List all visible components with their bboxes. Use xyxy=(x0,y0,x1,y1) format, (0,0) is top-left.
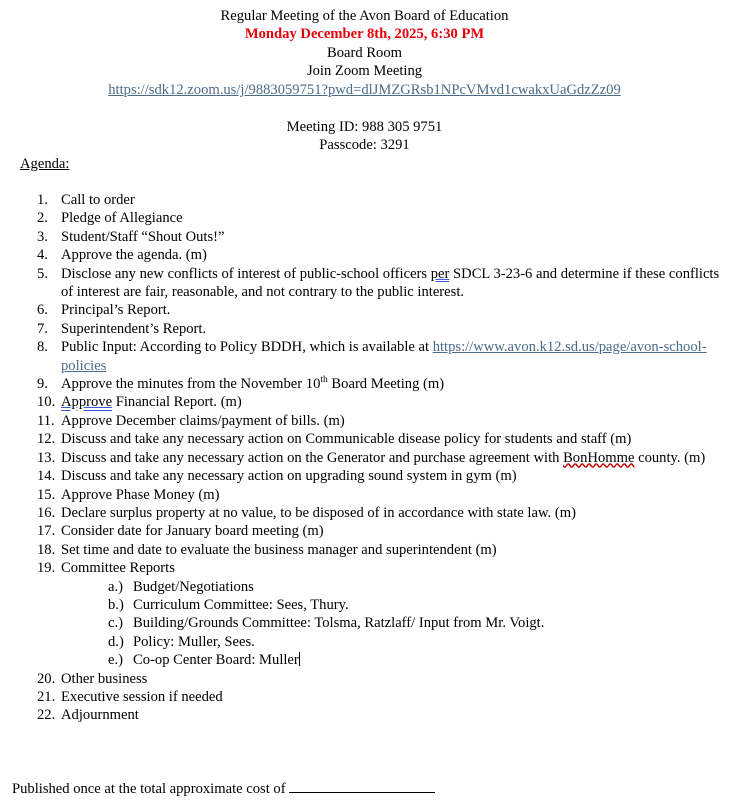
agenda-item xyxy=(0,209,729,227)
agenda-item-number: 13. xyxy=(37,449,56,466)
agenda-item-text: SDCL 3-23-6 and determine if these conflicts of interest are fair, reasonable, and not contrary to the public interest. xyxy=(61,265,720,301)
agenda-item-number: 18. xyxy=(37,541,56,558)
publication-footer xyxy=(12,780,435,798)
agenda-item-text: Set time and date to evaluate the business manager and superintendent (m) xyxy=(61,541,497,558)
agenda-item-number: 6. xyxy=(37,302,48,319)
agenda-item xyxy=(0,504,729,522)
agenda-item-number: 21. xyxy=(37,688,56,705)
agenda-item-text: Public Input: According to Policy BDDH, which is available at xyxy=(61,339,433,356)
agenda-item-number: 22. xyxy=(37,707,56,724)
agenda-item xyxy=(0,449,729,467)
committee-item xyxy=(61,633,725,651)
agenda-item-number: 11. xyxy=(37,412,55,429)
agenda-list xyxy=(0,191,729,725)
agenda-item-text: Committee Reports xyxy=(61,560,175,577)
publication-text: Published once at the total approximate cost of xyxy=(12,781,290,797)
agenda-item-number: 2. xyxy=(37,210,48,227)
committee-item xyxy=(61,614,725,632)
agenda-item xyxy=(0,559,729,669)
agenda-item-text: Financial Report. (m) xyxy=(112,394,242,411)
committee-item-letter: d.) xyxy=(108,633,124,650)
agenda-item-number: 15. xyxy=(37,486,56,503)
agenda-item-number: 4. xyxy=(37,247,48,264)
agenda-item-text: Approve December claims/payment of bills. (m) xyxy=(61,412,345,429)
zoom-label: Join Zoom Meeting xyxy=(306,63,423,80)
agenda-item-number: 12. xyxy=(37,431,56,448)
spelling-flagged-word: BonHomme xyxy=(563,449,635,466)
agenda-item xyxy=(0,706,729,724)
text-cursor xyxy=(299,652,300,666)
agenda-item xyxy=(0,430,729,448)
agenda-item-number: 19. xyxy=(37,560,56,577)
agenda-heading: Agenda: xyxy=(20,156,70,172)
policies-link[interactable]: https://www.avon.k12.sd.us/page/avon-school-policies xyxy=(61,339,707,374)
agenda-item-number: 17. xyxy=(37,523,56,540)
agenda-item xyxy=(0,541,729,559)
grammar-flagged-word: per xyxy=(430,265,450,282)
ordinal-suffix: th xyxy=(320,375,328,386)
committee-item-text: Co-op Center Board: Muller xyxy=(133,652,299,669)
agenda-item-number: 1. xyxy=(37,192,48,208)
meeting-passcode: Passcode: 3291 xyxy=(319,137,410,154)
agenda-item-text: Superintendent’s Report. xyxy=(61,320,207,337)
agenda-item xyxy=(0,688,729,706)
grammar-flagged-word: Approve xyxy=(61,394,113,411)
committee-item-letter: a.) xyxy=(108,578,123,595)
meeting-id: Meeting ID: 988 305 9751 xyxy=(286,119,443,135)
agenda-item-text: Discuss and take any necessary action on Communicable disease policy for students and staff (m) xyxy=(61,431,632,448)
agenda-item-text: Approve the agenda. (m) xyxy=(61,247,207,264)
agenda-item xyxy=(0,393,729,411)
committee-item-text: Policy: Muller, Sees. xyxy=(133,633,255,650)
agenda-item-number: 7. xyxy=(37,320,48,337)
agenda-item-number: 16. xyxy=(37,504,56,521)
agenda-item xyxy=(0,338,729,375)
document-header xyxy=(0,7,729,99)
agenda-item-text: county. (m) xyxy=(634,449,706,466)
committee-item-letter: e.) xyxy=(108,652,123,669)
agenda-item-number: 9. xyxy=(37,376,48,393)
agenda-item xyxy=(0,265,729,302)
agenda-item-text: Executive session if needed xyxy=(61,688,223,705)
committee-item-text: Building/Grounds Committee: Tolsma, Ratzlaff/ Input from Mr. Voigt. xyxy=(133,615,545,632)
meeting-date: Monday December 8th, 2025, 6:30 PM xyxy=(244,26,485,43)
meeting-info xyxy=(0,118,729,155)
agenda-item xyxy=(0,670,729,688)
agenda-item-text: Board Meeting (m) xyxy=(327,376,445,393)
agenda-item-text: Other business xyxy=(61,670,148,687)
agenda-item-text: Discuss and take any necessary action on upgrading sound system in gym (m) xyxy=(61,468,517,485)
agenda-item-text: Approve the minutes from the November 10 xyxy=(61,376,321,393)
agenda-item xyxy=(0,412,729,430)
cost-blank-line xyxy=(289,780,435,793)
meeting-title: Regular Meeting of the Avon Board of Education xyxy=(220,8,509,24)
committee-item xyxy=(61,596,725,614)
agenda-item-text: Consider date for January board meeting (m) xyxy=(61,523,324,540)
agenda-item-text: Disclose any new conflicts of interest of public-school officers xyxy=(61,265,431,282)
agenda-item xyxy=(0,320,729,338)
agenda-item-number: 20. xyxy=(37,670,56,687)
agenda-item-number: 8. xyxy=(37,339,48,356)
agenda-item xyxy=(0,486,729,504)
agenda-item-text: Call to order xyxy=(61,192,135,208)
agenda-item-text: Pledge of Allegiance xyxy=(61,210,183,227)
committee-list xyxy=(61,578,725,670)
agenda-item-text: Declare surplus property at no value, to be disposed of in accordance with state law. (m) xyxy=(61,504,576,521)
meeting-location: Board Room xyxy=(327,44,402,61)
committee-item-letter: b.) xyxy=(108,596,124,613)
agenda-item-text: Principal’s Report. xyxy=(61,302,171,319)
agenda-item xyxy=(0,191,729,209)
agenda-item-number: 3. xyxy=(37,228,48,245)
committee-item-text: Curriculum Committee: Sees, Thury. xyxy=(133,596,349,613)
agenda-item-number: 14. xyxy=(37,468,56,485)
agenda-item-text: Adjournment xyxy=(61,707,139,724)
agenda-item xyxy=(0,301,729,319)
agenda-item-text: Discuss and take any necessary action on the Generator and purchase agreement with xyxy=(61,449,564,466)
committee-item xyxy=(61,578,725,596)
agenda-item-text: Student/Staff “Shout Outs!” xyxy=(61,228,225,245)
agenda-item xyxy=(0,522,729,540)
committee-item xyxy=(61,651,725,669)
agenda-item xyxy=(0,246,729,264)
agenda-item-text: Approve Phase Money (m) xyxy=(61,486,220,503)
agenda-item xyxy=(0,375,729,393)
agenda-item-number: 10. xyxy=(37,394,56,411)
committee-item-text: Budget/Negotiations xyxy=(133,578,254,595)
agenda-item xyxy=(0,228,729,246)
zoom-link[interactable]: https://sdk12.zoom.us/j/9883059751?pwd=dlJMZGRsb1NPcVMvd1cwakxUaGdzZz09 xyxy=(108,81,621,98)
committee-item-letter: c.) xyxy=(108,615,123,632)
agenda-item xyxy=(0,467,729,485)
agenda-item-number: 5. xyxy=(37,265,48,282)
